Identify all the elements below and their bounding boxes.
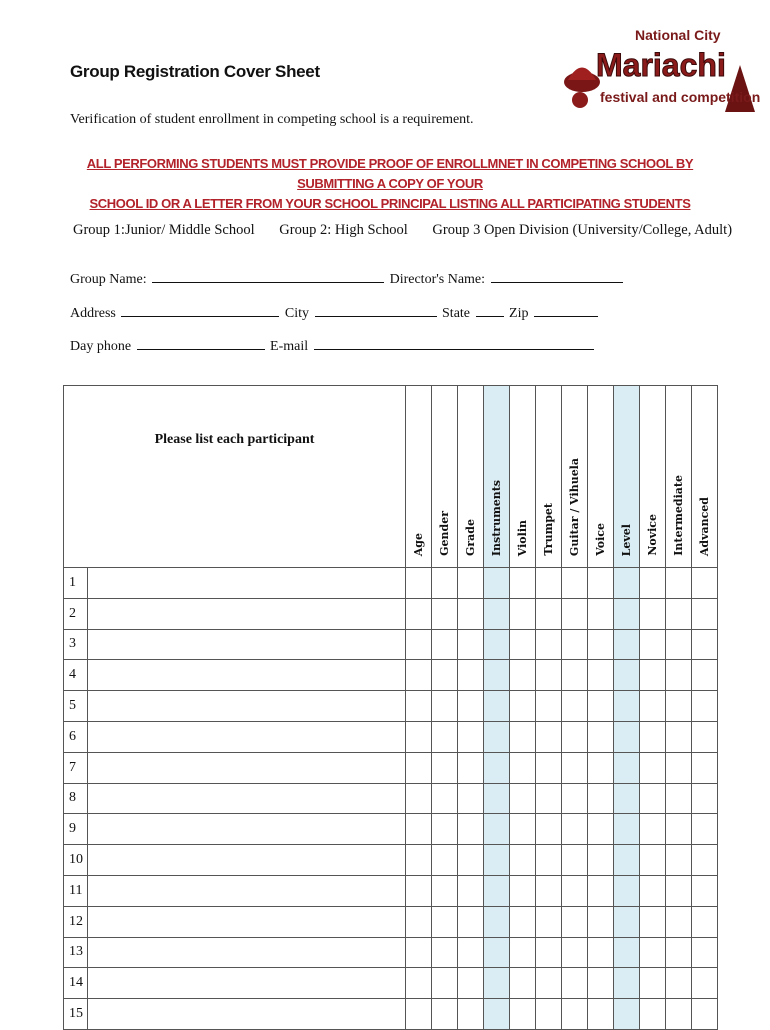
cell-gender[interactable]: [432, 999, 458, 1030]
cell-advanced[interactable]: [692, 568, 718, 599]
participant-name-cell[interactable]: [88, 691, 406, 722]
mariachi-logo: [560, 20, 760, 116]
cell-age[interactable]: [406, 999, 432, 1030]
cell-gender[interactable]: [432, 845, 458, 876]
cell-novice[interactable]: [640, 875, 666, 906]
cell-instruments[interactable]: [484, 906, 510, 937]
cell-voice[interactable]: [588, 783, 614, 814]
cell-gender[interactable]: [432, 721, 458, 752]
participant-name-cell[interactable]: [88, 568, 406, 599]
col-violin: Violin: [510, 386, 536, 568]
participant-name-cell[interactable]: [88, 968, 406, 999]
address-label: Address: [70, 306, 116, 321]
table-row: [64, 937, 718, 968]
cell-instruments[interactable]: [484, 721, 510, 752]
city-label: City: [284, 306, 310, 321]
cell-violin[interactable]: [510, 660, 536, 691]
group-option-2[interactable]: Group 2: High School: [279, 222, 408, 238]
logo-main-text: Mariachi: [596, 47, 726, 83]
cell-violin[interactable]: [510, 875, 536, 906]
cell-level[interactable]: [614, 568, 640, 599]
verification-text: Verification of student enrollment in competing school is a requirement.: [70, 112, 474, 127]
cell-violin[interactable]: [510, 968, 536, 999]
cell-novice[interactable]: [640, 814, 666, 845]
table-row: [64, 691, 718, 722]
group-options: [70, 222, 750, 239]
cell-novice[interactable]: [640, 906, 666, 937]
cell-violin[interactable]: [510, 906, 536, 937]
address-field[interactable]: [121, 302, 279, 317]
logo-sub-text: festival and competition: [600, 89, 760, 105]
cell-advanced[interactable]: [692, 598, 718, 629]
participant-name-cell[interactable]: [88, 814, 406, 845]
cell-trumpet[interactable]: [536, 937, 562, 968]
cell-intermediate[interactable]: [666, 875, 692, 906]
row-number: 14: [64, 968, 88, 999]
cell-advanced[interactable]: [692, 875, 718, 906]
cell-grade[interactable]: [458, 875, 484, 906]
cell-grade[interactable]: [458, 721, 484, 752]
row-number: 9: [64, 814, 88, 845]
participant-name-cell[interactable]: [88, 752, 406, 783]
row-number: 15: [64, 999, 88, 1030]
cell-gender[interactable]: [432, 968, 458, 999]
cell-age[interactable]: [406, 568, 432, 599]
address-row: [70, 302, 600, 322]
zip-field[interactable]: [534, 302, 598, 317]
cell-level[interactable]: [614, 721, 640, 752]
cell-age[interactable]: [406, 906, 432, 937]
cell-voice[interactable]: [588, 598, 614, 629]
cell-violin[interactable]: [510, 598, 536, 629]
table-row: [64, 783, 718, 814]
cell-novice[interactable]: [640, 660, 666, 691]
page-title: Group Registration Cover Sheet: [70, 62, 320, 81]
col-gender: Gender: [432, 386, 458, 568]
cell-advanced[interactable]: [692, 845, 718, 876]
cell-guitar-vihuela[interactable]: [562, 752, 588, 783]
col-advanced: Advanced: [692, 386, 718, 568]
cell-voice[interactable]: [588, 691, 614, 722]
cell-level[interactable]: [614, 845, 640, 876]
cell-violin[interactable]: [510, 999, 536, 1030]
cell-trumpet[interactable]: [536, 906, 562, 937]
cell-voice[interactable]: [588, 814, 614, 845]
cell-trumpet[interactable]: [536, 845, 562, 876]
cell-voice[interactable]: [588, 845, 614, 876]
maraca-icon: [572, 92, 588, 108]
cell-grade[interactable]: [458, 660, 484, 691]
cell-intermediate[interactable]: [666, 968, 692, 999]
cell-gender[interactable]: [432, 906, 458, 937]
cell-novice[interactable]: [640, 968, 666, 999]
table-row: [64, 968, 718, 999]
cell-age[interactable]: [406, 598, 432, 629]
cell-age[interactable]: [406, 814, 432, 845]
cell-novice[interactable]: [640, 598, 666, 629]
cell-age[interactable]: [406, 783, 432, 814]
cell-instruments[interactable]: [484, 629, 510, 660]
row-number: 7: [64, 752, 88, 783]
state-label: State: [442, 306, 471, 321]
cell-advanced[interactable]: [692, 906, 718, 937]
col-novice: Novice: [640, 386, 666, 568]
cell-violin[interactable]: [510, 814, 536, 845]
participant-name-cell[interactable]: [88, 629, 406, 660]
cell-advanced[interactable]: [692, 752, 718, 783]
cell-guitar-vihuela[interactable]: [562, 598, 588, 629]
table-row: [64, 814, 718, 845]
cell-grade[interactable]: [458, 691, 484, 722]
cell-intermediate[interactable]: [666, 598, 692, 629]
table-header-row: [64, 386, 718, 568]
cell-guitar-vihuela[interactable]: [562, 660, 588, 691]
cell-instruments[interactable]: [484, 660, 510, 691]
notice-line-1: ALL PERFORMING STUDENTS MUST PROVIDE PROOF OF ENROLLMNET IN COMPETING SCHOOL BY SUBMITTING A COPY OF YOUR: [86, 156, 694, 191]
email-field[interactable]: [314, 335, 594, 350]
cell-instruments[interactable]: [484, 691, 510, 722]
participant-name-cell[interactable]: [88, 906, 406, 937]
cell-gender[interactable]: [432, 752, 458, 783]
cell-novice[interactable]: [640, 721, 666, 752]
group-name-field[interactable]: [152, 268, 384, 283]
cell-violin[interactable]: [510, 721, 536, 752]
email-label: E-mail: [270, 339, 309, 354]
group-option-1[interactable]: Group 1:Junior/ Middle School: [73, 222, 255, 238]
table-row: [64, 752, 718, 783]
cell-intermediate[interactable]: [666, 629, 692, 660]
cell-instruments[interactable]: [484, 598, 510, 629]
row-number: 3: [64, 629, 88, 660]
cell-age[interactable]: [406, 721, 432, 752]
col-instruments: Instruments: [484, 386, 510, 568]
col-trumpet: Trumpet: [536, 386, 562, 568]
row-number: 8: [64, 783, 88, 814]
cell-grade[interactable]: [458, 906, 484, 937]
cell-level[interactable]: [614, 814, 640, 845]
cell-voice[interactable]: [588, 937, 614, 968]
cell-age[interactable]: [406, 937, 432, 968]
cell-intermediate[interactable]: [666, 814, 692, 845]
cell-gender[interactable]: [432, 568, 458, 599]
day-phone-field[interactable]: [137, 335, 265, 350]
col-voice: Voice: [588, 386, 614, 568]
group-name-row: [70, 268, 625, 288]
cell-grade[interactable]: [458, 568, 484, 599]
cell-gender[interactable]: [432, 875, 458, 906]
cell-level[interactable]: [614, 752, 640, 783]
cell-age[interactable]: [406, 845, 432, 876]
row-number: 11: [64, 875, 88, 906]
participant-name-cell[interactable]: [88, 845, 406, 876]
cell-novice[interactable]: [640, 783, 666, 814]
table-row: [64, 906, 718, 937]
cell-trumpet[interactable]: [536, 629, 562, 660]
cell-level[interactable]: [614, 691, 640, 722]
col-guitar: Guitar / Vihuela: [562, 386, 588, 568]
cell-gender[interactable]: [432, 814, 458, 845]
cell-violin[interactable]: [510, 845, 536, 876]
cell-age[interactable]: [406, 752, 432, 783]
cell-novice[interactable]: [640, 752, 666, 783]
cell-guitar-vihuela[interactable]: [562, 721, 588, 752]
cell-advanced[interactable]: [692, 721, 718, 752]
table-row: [64, 629, 718, 660]
participant-header: Please list each participant: [64, 386, 406, 568]
cell-advanced[interactable]: [692, 629, 718, 660]
cell-intermediate[interactable]: [666, 660, 692, 691]
cell-advanced[interactable]: [692, 999, 718, 1030]
cell-advanced[interactable]: [692, 691, 718, 722]
row-number: 2: [64, 598, 88, 629]
cell-intermediate[interactable]: [666, 845, 692, 876]
zip-label: Zip: [509, 306, 529, 321]
cell-voice[interactable]: [588, 629, 614, 660]
cell-instruments[interactable]: [484, 752, 510, 783]
cell-guitar-vihuela[interactable]: [562, 906, 588, 937]
cell-voice[interactable]: [588, 721, 614, 752]
cell-guitar-vihuela[interactable]: [562, 783, 588, 814]
cell-novice[interactable]: [640, 568, 666, 599]
cell-voice[interactable]: [588, 906, 614, 937]
row-number: 12: [64, 906, 88, 937]
row-number: 1: [64, 568, 88, 599]
cell-instruments[interactable]: [484, 968, 510, 999]
cell-guitar-vihuela[interactable]: [562, 568, 588, 599]
cell-grade[interactable]: [458, 598, 484, 629]
cell-voice[interactable]: [588, 568, 614, 599]
cell-gender[interactable]: [432, 598, 458, 629]
cell-grade[interactable]: [458, 845, 484, 876]
table-row: [64, 875, 718, 906]
cell-level[interactable]: [614, 906, 640, 937]
cell-age[interactable]: [406, 691, 432, 722]
row-number: 13: [64, 937, 88, 968]
cell-novice[interactable]: [640, 691, 666, 722]
participant-name-cell[interactable]: [88, 937, 406, 968]
table-row: [64, 999, 718, 1030]
day-phone-label: Day phone: [70, 339, 132, 354]
cell-advanced[interactable]: [692, 968, 718, 999]
cell-trumpet[interactable]: [536, 783, 562, 814]
participant-name-cell[interactable]: [88, 660, 406, 691]
table-row: [64, 660, 718, 691]
cell-voice[interactable]: [588, 999, 614, 1030]
city-field[interactable]: [315, 302, 437, 317]
cell-grade[interactable]: [458, 968, 484, 999]
cell-guitar-vihuela[interactable]: [562, 999, 588, 1030]
cell-level[interactable]: [614, 783, 640, 814]
cell-instruments[interactable]: [484, 937, 510, 968]
cell-trumpet[interactable]: [536, 598, 562, 629]
cell-age[interactable]: [406, 875, 432, 906]
cell-advanced[interactable]: [692, 783, 718, 814]
cell-grade[interactable]: [458, 752, 484, 783]
row-number: 6: [64, 721, 88, 752]
cell-level[interactable]: [614, 598, 640, 629]
col-age: Age: [406, 386, 432, 568]
cell-intermediate[interactable]: [666, 999, 692, 1030]
cell-advanced[interactable]: [692, 660, 718, 691]
cell-gender[interactable]: [432, 629, 458, 660]
enrollment-notice: [60, 154, 720, 214]
cell-level[interactable]: [614, 937, 640, 968]
cell-trumpet[interactable]: [536, 752, 562, 783]
row-number: 10: [64, 845, 88, 876]
state-field[interactable]: [476, 302, 504, 317]
table-row: [64, 598, 718, 629]
logo-top-text: National City: [635, 27, 721, 43]
row-number: 4: [64, 660, 88, 691]
cell-violin[interactable]: [510, 568, 536, 599]
cell-gender[interactable]: [432, 783, 458, 814]
cell-violin[interactable]: [510, 783, 536, 814]
table-row: [64, 568, 718, 599]
cell-guitar-vihuela[interactable]: [562, 968, 588, 999]
cell-intermediate[interactable]: [666, 752, 692, 783]
cell-instruments[interactable]: [484, 814, 510, 845]
cell-guitar-vihuela[interactable]: [562, 691, 588, 722]
cell-guitar-vihuela[interactable]: [562, 937, 588, 968]
cell-trumpet[interactable]: [536, 968, 562, 999]
participant-name-cell[interactable]: [88, 598, 406, 629]
cell-novice[interactable]: [640, 629, 666, 660]
col-intermediate: Intermediate: [666, 386, 692, 568]
cell-instruments[interactable]: [484, 999, 510, 1030]
cell-gender[interactable]: [432, 691, 458, 722]
cell-gender[interactable]: [432, 937, 458, 968]
col-grade: Grade: [458, 386, 484, 568]
cell-instruments[interactable]: [484, 568, 510, 599]
notice-line-2: SCHOOL ID OR A LETTER FROM YOUR SCHOOL PRINCIPAL LISTING ALL PARTICIPATING STUDENTS: [89, 196, 691, 211]
cell-intermediate[interactable]: [666, 568, 692, 599]
cell-age[interactable]: [406, 968, 432, 999]
cell-trumpet[interactable]: [536, 568, 562, 599]
cell-grade[interactable]: [458, 629, 484, 660]
cell-trumpet[interactable]: [536, 814, 562, 845]
cell-violin[interactable]: [510, 691, 536, 722]
cell-violin[interactable]: [510, 937, 536, 968]
cell-voice[interactable]: [588, 660, 614, 691]
cell-advanced[interactable]: [692, 814, 718, 845]
cell-level[interactable]: [614, 660, 640, 691]
participant-name-cell[interactable]: [88, 721, 406, 752]
cell-grade[interactable]: [458, 814, 484, 845]
participant-name-cell[interactable]: [88, 875, 406, 906]
cell-grade[interactable]: [458, 937, 484, 968]
cell-age[interactable]: [406, 660, 432, 691]
col-level: Level: [614, 386, 640, 568]
cell-voice[interactable]: [588, 875, 614, 906]
cell-trumpet[interactable]: [536, 999, 562, 1030]
cell-instruments[interactable]: [484, 783, 510, 814]
cell-level[interactable]: [614, 999, 640, 1030]
participant-table: [63, 385, 718, 1030]
cell-level[interactable]: [614, 629, 640, 660]
cell-voice[interactable]: [588, 968, 614, 999]
cell-trumpet[interactable]: [536, 691, 562, 722]
cell-level[interactable]: [614, 968, 640, 999]
cell-violin[interactable]: [510, 629, 536, 660]
cell-novice[interactable]: [640, 845, 666, 876]
cell-guitar-vihuela[interactable]: [562, 875, 588, 906]
cell-intermediate[interactable]: [666, 721, 692, 752]
cell-guitar-vihuela[interactable]: [562, 629, 588, 660]
group-option-3[interactable]: Group 3 Open Division (University/College, Adult): [432, 222, 733, 238]
cell-trumpet[interactable]: [536, 721, 562, 752]
cell-level[interactable]: [614, 875, 640, 906]
group-name-label: Group Name:: [70, 272, 147, 287]
cell-grade[interactable]: [458, 783, 484, 814]
cell-novice[interactable]: [640, 937, 666, 968]
cell-violin[interactable]: [510, 752, 536, 783]
table-row: [64, 721, 718, 752]
participant-name-cell[interactable]: [88, 999, 406, 1030]
cell-grade[interactable]: [458, 999, 484, 1030]
cell-intermediate[interactable]: [666, 783, 692, 814]
cell-intermediate[interactable]: [666, 906, 692, 937]
cell-guitar-vihuela[interactable]: [562, 845, 588, 876]
cell-instruments[interactable]: [484, 845, 510, 876]
cell-voice[interactable]: [588, 752, 614, 783]
director-label: Director's Name:: [389, 272, 486, 287]
cell-intermediate[interactable]: [666, 691, 692, 722]
row-number: 5: [64, 691, 88, 722]
cell-novice[interactable]: [640, 999, 666, 1030]
cell-gender[interactable]: [432, 660, 458, 691]
cell-intermediate[interactable]: [666, 937, 692, 968]
cell-guitar-vihuela[interactable]: [562, 814, 588, 845]
table-row: [64, 845, 718, 876]
contact-row: [70, 335, 596, 355]
participant-name-cell[interactable]: [88, 783, 406, 814]
cell-trumpet[interactable]: [536, 875, 562, 906]
director-field[interactable]: [491, 268, 623, 283]
cell-age[interactable]: [406, 629, 432, 660]
cell-instruments[interactable]: [484, 875, 510, 906]
cell-trumpet[interactable]: [536, 660, 562, 691]
cell-advanced[interactable]: [692, 937, 718, 968]
